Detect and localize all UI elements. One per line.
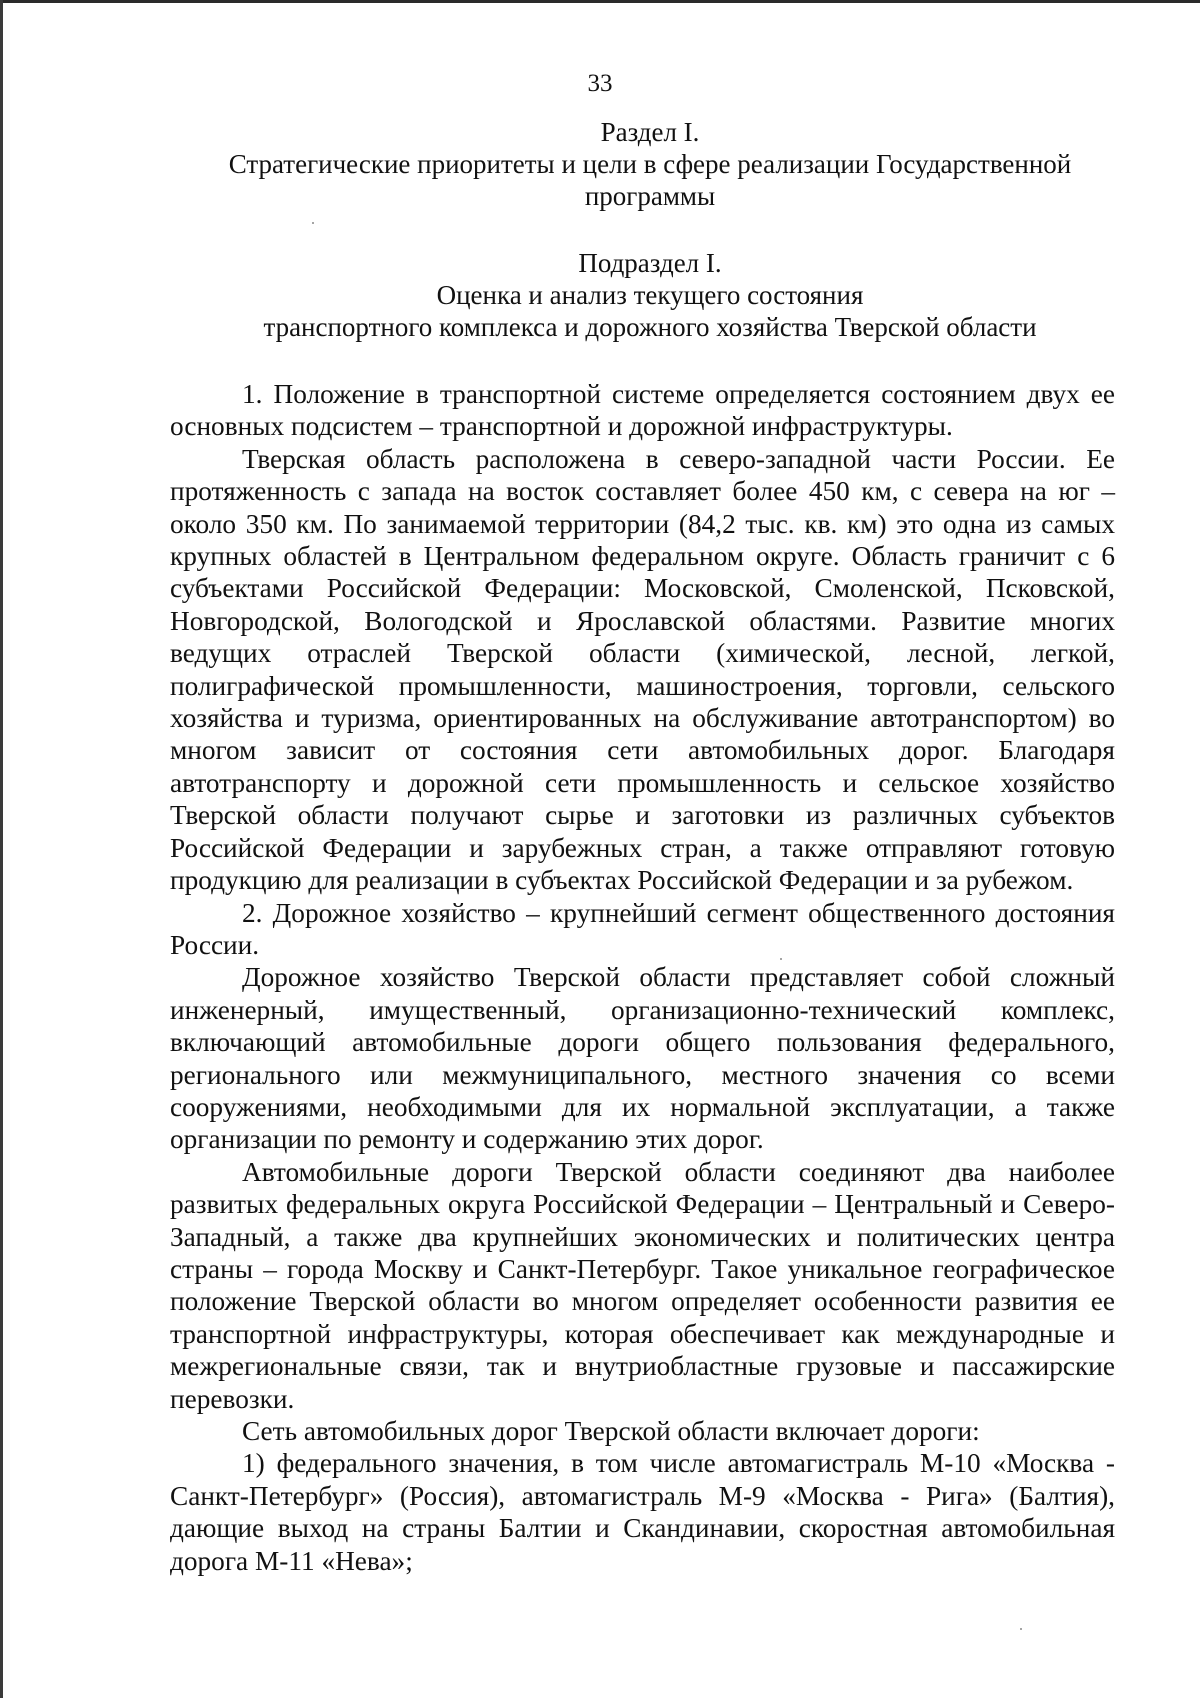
scan-speck bbox=[1020, 1628, 1022, 1630]
paragraph-3: 2. Дорожное хозяйство – крупнейший сегмент общественного достояния России. bbox=[170, 897, 1115, 960]
subsection-label: Подраздел I. bbox=[578, 248, 722, 278]
subsection-heading bbox=[150, 247, 1150, 343]
section-label: Раздел I. bbox=[600, 117, 700, 147]
paragraph-7: 1) федерального значения, в том числе автомагистраль М-10 «Москва - Санкт-Петербург» (Россия), автомагистраль М-9 «Москва - Рига» (Балтия), дающие выход на страны Балтии и Скандинавии, скоростная автомобильная дорога М-11 «Нева»; bbox=[170, 1448, 1115, 1576]
section-title-line2: программы bbox=[584, 181, 716, 211]
scan-left-edge bbox=[0, 0, 3, 1698]
paragraph-2: Тверская область расположена в северо-западной части России. Ее протяженность с запада на восток составляет более 450 км, с севера на юг – около 350 км. По занимаемой территории (84,2 тыс. кв. км) это одна из самых крупных областей в Центральном федеральном округе. Область граничит с 6 субъектами Российской Федерации: Московской, Смоленской, Псковской, Новгородской, Вологодской и Ярославской областями. Развитие многих ведущих отраслей Тверской области (химической, лесной, легкой, полиграфической промышленности, машиностроения, торговли, сельского хозяйства и туризма, ориентированных на обслуживание автотранспортом) во многом зависит от состояния сети автомобильных дорог. Благодаря автотранспорту и дорожной сети промышленность и сельское хозяйство Тверской области получают сырье и заготовки из различных субъектов Российской Федерации и зарубежных стран, а также отправляют готовую продукцию для реализации в субъектах Российской Федерации и за рубежом. bbox=[170, 443, 1115, 896]
subsection-title-line2: транспортного комплекса и дорожного хозяйства Тверской области bbox=[263, 312, 1037, 342]
scan-speck bbox=[312, 222, 314, 224]
subsection-title-line1: Оценка и анализ текущего состояния bbox=[436, 280, 864, 310]
paragraph-5: Автомобильные дороги Тверской области соединяют два наиболее развитых федеральных округа Российской Федерации – Центральный и Северо-Западный, а также два крупнейших экономических и политических центра страны – города Москву и Санкт-Петербург. Такое уникальное географическое положение Тверской области во многом определяет особенности развития ее транспортной инфраструктуры, которая обеспечивает как международные и межрегиональные связи, так и внутриобластные грузовые и пассажирские перевозки. bbox=[170, 1156, 1115, 1414]
scan-speck bbox=[780, 958, 782, 960]
paragraph-1: 1. Положение в транспортной системе определяется состоянием двух ее основных подсистем – транспортной и дорожной инфраструктуры. bbox=[170, 379, 1115, 442]
paragraph-4: Дорожное хозяйство Тверской области представляет собой сложный инженерный, имущественный, организационно-технический комплекс, включающий автомобильные дороги общего пользования федерального, регионального или межмуниципального, местного значения со всеми сооружениями, необходимыми для их нормальной эксплуатации, а также организации по ремонту и содержанию этих дорог. bbox=[170, 962, 1115, 1155]
paragraph-6: Сеть автомобильных дорог Тверской области включает дороги: bbox=[242, 1416, 980, 1446]
section-heading bbox=[150, 116, 1150, 212]
section-title-line1: Стратегические приоритеты и цели в сфере реализации Государственной bbox=[228, 149, 1072, 179]
page-number: 33 bbox=[587, 70, 613, 97]
body-text bbox=[170, 378, 1115, 1577]
scan-top-edge bbox=[0, 0, 1200, 3]
